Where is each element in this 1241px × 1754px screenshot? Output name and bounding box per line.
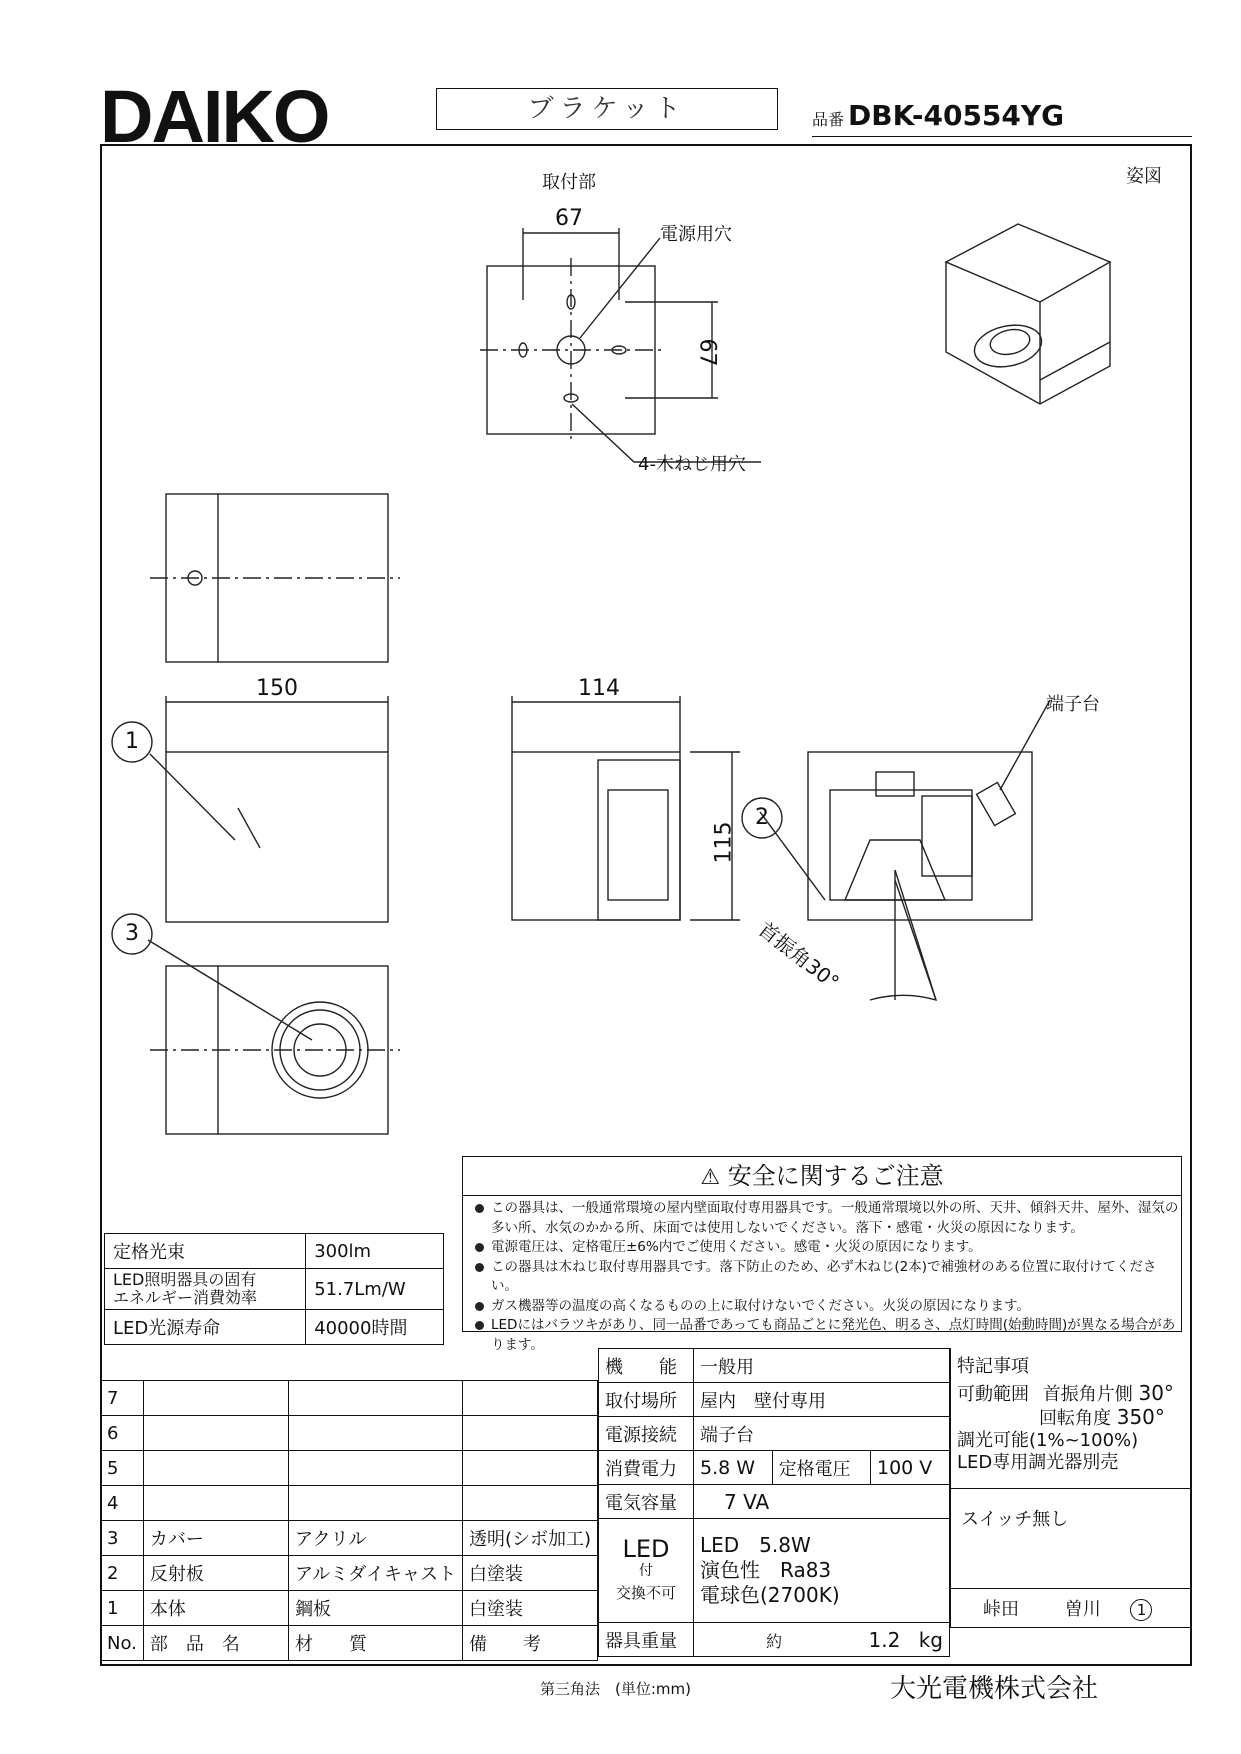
flux-label: 定格光束 xyxy=(105,1234,306,1269)
dim-150: 150 xyxy=(256,676,298,701)
part-remark xyxy=(462,1486,597,1521)
safety-item: 電源電圧は、定格電圧±6%内でご使用ください。感電・火災の原因になります。 xyxy=(471,1238,1181,1258)
connection-label: 電源接続 xyxy=(599,1417,694,1451)
led-value-line2: 演色性 Ra83 xyxy=(700,1558,832,1582)
parts-table xyxy=(100,1380,598,1661)
part-no: 7 xyxy=(101,1381,144,1416)
part-no: 1 xyxy=(101,1591,144,1626)
safety-notice xyxy=(462,1156,1182,1353)
part-name xyxy=(143,1381,288,1416)
mount-value: 屋内 壁付専用 xyxy=(694,1383,950,1417)
notes-range xyxy=(951,1382,1191,1406)
swing-label: 首振角片側 xyxy=(1042,1384,1133,1405)
swing-value: 30° xyxy=(1138,1381,1174,1405)
dim-115: 115 xyxy=(711,821,737,864)
notes-box xyxy=(950,1348,1192,1628)
light-spec-table xyxy=(104,1233,444,1345)
safety-item: LEDにはバラツキがあり、同一品番であっても商品ごとに発光色、明るさ、点灯時間(始動時間)が異なる場合があります。 xyxy=(471,1316,1181,1355)
sheet-number: 1 xyxy=(1130,1599,1152,1621)
capacity-label: 電気容量 xyxy=(599,1485,694,1519)
part-name: カバー xyxy=(143,1521,288,1556)
rotate-label: 回転角度 xyxy=(1039,1408,1111,1429)
notes-title: 特記事項 xyxy=(957,1356,1029,1377)
part-no: 5 xyxy=(101,1451,144,1486)
part-number-label: 品番 xyxy=(812,110,845,129)
part-no: 6 xyxy=(101,1416,144,1451)
part-remark xyxy=(462,1451,597,1486)
dim-67-vertical: 67 xyxy=(694,338,720,367)
weight-unit: kg xyxy=(918,1627,943,1652)
function-value: 一般用 xyxy=(694,1349,950,1383)
signature-row xyxy=(951,1588,1191,1626)
part-remark xyxy=(462,1381,597,1416)
led-value xyxy=(694,1519,950,1623)
product-spec-table xyxy=(598,1348,950,1657)
range-label: 可動範囲 xyxy=(957,1384,1029,1405)
part-material: 鋼板 xyxy=(289,1591,463,1626)
part-no: 2 xyxy=(101,1556,144,1591)
swing-angle-label: 首振角30° xyxy=(753,916,844,995)
part-material xyxy=(289,1451,463,1486)
voltage-value: 100 V xyxy=(870,1451,949,1485)
dim-114: 114 xyxy=(578,676,620,701)
efficiency-label xyxy=(105,1269,306,1310)
capacity-value: 7 VA xyxy=(694,1485,950,1519)
part-name: 反射板 xyxy=(143,1556,288,1591)
flux-value: 300lm xyxy=(306,1234,444,1269)
power-value: 5.8 W xyxy=(694,1451,773,1485)
mount-label: 取付場所 xyxy=(599,1383,694,1417)
view-label: 姿図 xyxy=(1126,166,1162,187)
led-value-line1: LED 5.8W xyxy=(700,1533,811,1557)
power-label: 消費電力 xyxy=(599,1451,694,1485)
led-label-line3: 交換不可 xyxy=(615,1583,676,1602)
part-material: アクリル xyxy=(289,1521,463,1556)
brand-text: DAIKO xyxy=(100,75,329,158)
part-material xyxy=(289,1381,463,1416)
signer-1: 峠田 xyxy=(983,1599,1019,1620)
part-material: アルミダイキャスト xyxy=(289,1556,463,1591)
parts-header-name: 部 品 名 xyxy=(143,1626,288,1661)
callout-3: 3 xyxy=(125,921,139,946)
parts-header-remark: 備 考 xyxy=(462,1626,597,1661)
parts-header-material: 材 質 xyxy=(289,1626,463,1661)
led-label-line1: LED xyxy=(622,1534,670,1563)
part-name xyxy=(143,1451,288,1486)
part-name: 本体 xyxy=(143,1591,288,1626)
led-label xyxy=(599,1519,694,1623)
dimmer-note: LED専用調光器別売 xyxy=(957,1452,1119,1473)
voltage-label: 定格電圧 xyxy=(772,1451,870,1485)
function-label: 機 能 xyxy=(599,1349,694,1383)
part-name xyxy=(143,1486,288,1521)
efficiency-label-line1: LED照明器具の固有 xyxy=(113,1270,257,1289)
connection-value: 端子台 xyxy=(694,1417,950,1451)
safety-item: この器具は木ねじ取付専用器具です。落下防止のため、必ず木ねじ(2本)で補強材のある位置に取付けてください。 xyxy=(471,1258,1181,1297)
callout-1: 1 xyxy=(125,729,139,754)
notes-rotate xyxy=(951,1406,1191,1430)
weight-label: 器具重量 xyxy=(599,1623,694,1657)
product-type-box: ブラケット xyxy=(436,88,778,130)
projection-note: 第三角法 (単位:mm) xyxy=(540,1680,691,1698)
safety-item: この器具は、一般通常環境の屋内壁面取付専用器具です。一般通常環境以外の所、天井、傾斜天井、屋外、湿気の多い所、水気のかかる所、床面では使用しないでください。落下・感電・火災の原因になります。 xyxy=(471,1199,1181,1238)
part-remark xyxy=(462,1416,597,1451)
part-number-value: DBK-40554YG xyxy=(848,99,1065,132)
company-name: 大光電機株式会社 xyxy=(890,1674,1099,1704)
life-value: 40000時間 xyxy=(306,1310,444,1345)
safety-item: ガス機器等の温度の高くなるものの上に取付けないでください。火災の原因になります。 xyxy=(471,1297,1181,1317)
weight-value xyxy=(694,1623,950,1657)
parts-header-no: No. xyxy=(101,1626,144,1661)
safety-list xyxy=(471,1199,1181,1355)
efficiency-value: 51.7Lm/W xyxy=(306,1269,444,1310)
part-remark: 白塗装 xyxy=(462,1591,597,1626)
mount-title: 取付部 xyxy=(542,172,596,193)
part-remark: 透明(シボ加工) xyxy=(462,1521,597,1556)
warning-icon: ⚠ xyxy=(700,1165,721,1190)
part-no: 3 xyxy=(101,1521,144,1556)
part-remark: 白塗装 xyxy=(462,1556,597,1591)
dim-67-horizontal: 67 xyxy=(555,206,583,231)
part-no: 4 xyxy=(101,1486,144,1521)
rotate-value: 350° xyxy=(1116,1405,1165,1429)
signer-2: 曽川 xyxy=(1064,1599,1101,1620)
callout-2: 2 xyxy=(755,805,769,830)
life-label: LED光源寿命 xyxy=(105,1310,306,1345)
switch-note: スイッチ無し xyxy=(951,1488,1191,1588)
safety-title-text: 安全に関するご注意 xyxy=(727,1162,944,1190)
weight-number: 1.2 xyxy=(868,1627,901,1652)
part-name xyxy=(143,1416,288,1451)
screw-holes-label: 4-木ねじ用穴 xyxy=(638,454,746,475)
part-material xyxy=(289,1486,463,1521)
part-material xyxy=(289,1416,463,1451)
power-hole-label: 電源用穴 xyxy=(660,224,732,245)
terminal-label: 端子台 xyxy=(1046,694,1100,715)
led-value-line3: 電球色(2700K) xyxy=(700,1583,840,1607)
weight-prefix: 約 xyxy=(766,1631,783,1651)
led-label-line2: 付 xyxy=(639,1562,653,1579)
efficiency-label-line2: エネルギー消費効率 xyxy=(113,1288,258,1307)
safety-title xyxy=(463,1157,1181,1196)
dimming-note: 調光可能(1%~100%) xyxy=(957,1430,1139,1451)
